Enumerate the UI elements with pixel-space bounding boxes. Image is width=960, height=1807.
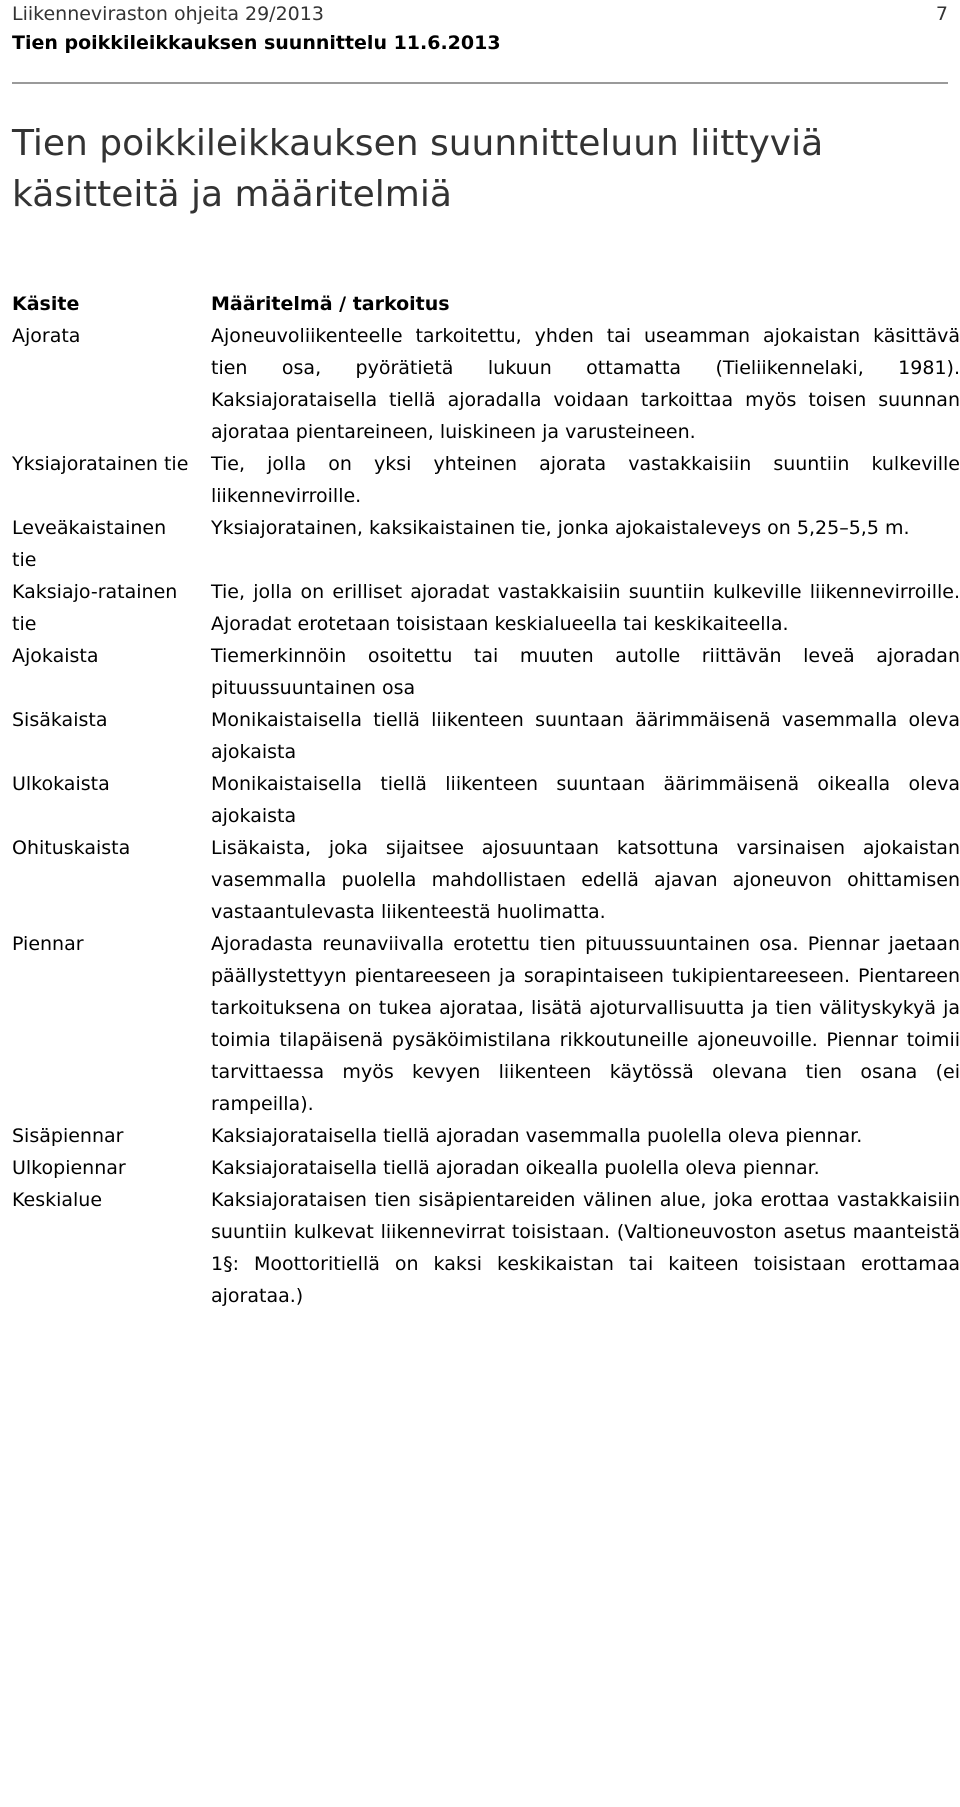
term-cell: Ulkokaista — [12, 773, 110, 795]
table-row — [0, 448, 960, 512]
definition-cell: Kaksiajorataisen tien sisäpientareiden välinen alue, joka erottaa vastakkaisiin suuntiin kulkevat liikennevirrat toisistaan. (Valtioneuvoston asetus maanteistä 1§: Moottoritiellä on kaksi keskikaistan tai kaiteen toisistaan erottamaa ajorataa.) — [211, 1189, 960, 1307]
table-row — [0, 768, 960, 832]
column-header-definition: Määritelmä / tarkoitus — [211, 293, 450, 315]
table-row — [0, 704, 960, 768]
term-cell: Leveäkaistainen tie — [12, 517, 167, 571]
term-cell: Sisäpiennar — [12, 1125, 124, 1147]
column-header-term: Käsite — [12, 293, 80, 315]
term-cell: Ohituskaista — [12, 837, 131, 859]
table-row — [0, 512, 960, 576]
term-cell: Keskialue — [12, 1189, 103, 1211]
term-cell: Ajokaista — [12, 645, 99, 667]
definition-cell: Kaksiajorataisella tiellä ajoradan oikealla puolella oleva piennar. — [211, 1157, 820, 1179]
definitions-table — [0, 288, 960, 1312]
page-title: Tien poikkileikkauksen suunnitteluun liittyviä käsitteitä ja määritelmiä — [12, 123, 824, 215]
definition-cell: Lisäkaista, joka sijaitsee ajosuuntaan katsottuna varsinaisen ajokaistan vasemmalla puolella mahdollistaen edellä ajavan ajoneuvon ohittamisen vastaantulevasta liikenteestä huolimatta. — [211, 837, 960, 923]
definition-cell: Monikaistaisella tiellä liikenteen suuntaan äärimmäisenä oikealla oleva ajokaista — [211, 773, 960, 827]
definition-cell: Tie, jolla on erilliset ajoradat vastakkaisiin suuntiin kulkeville liikennevirroille. Ajoradat erotetaan toisistaan keskialueella tai keskikaiteella. — [211, 581, 960, 635]
definition-cell: Ajoneuvoliikenteelle tarkoitettu, yhden tai useamman ajokaistan käsittävä tien osa, pyörätietä lukuun ottamatta (Tieliikennelaki, 1981). Kaksiajorataisella tiellä ajoradalla voidaan tarkoittaa myös toisen suunnan ajorataa pientareineen, luiskineen ja varusteineen. — [211, 325, 960, 443]
term-cell: Yksiajoratainen tie — [12, 453, 189, 475]
definition-cell: Ajoradasta reunaviivalla erotettu tien pituussuuntainen osa. Piennar jaetaan päällystettyyn pientareeseen ja sorapintaiseen tukipientareeseen. Pientareen tarkoituksena on tukea ajorataa, lisätä ajoturvallisuutta ja tien välityskykyä ja toimia tilapäisenä pysäköimistilana rikkoutuneille ajoneuvoille. Piennar toimii tarvittaessa myös kevyen liikenteen käytössä olevana tien osana (ei rampeilla). — [211, 933, 960, 1115]
table-row — [0, 832, 960, 928]
table-header-row — [0, 288, 960, 320]
term-cell: Piennar — [12, 933, 84, 955]
document-subtitle: Tien poikkileikkauksen suunnittelu 11.6.2013 — [12, 32, 501, 54]
table-row — [0, 1184, 960, 1312]
table-row — [0, 1152, 960, 1184]
table-row — [0, 640, 960, 704]
definition-cell: Monikaistaisella tiellä liikenteen suuntaan äärimmäisenä vasemmalla oleva ajokaista — [211, 709, 960, 763]
table-row — [0, 1120, 960, 1152]
definition-cell: Tie, jolla on yksi yhteinen ajorata vastakkaisiin suuntiin kulkeville liikennevirroille. — [211, 453, 960, 507]
page-number: 7 — [935, 3, 948, 25]
table-row — [0, 576, 960, 640]
header-divider — [12, 82, 948, 84]
term-cell: Kaksiajo-ratainen tie — [12, 581, 178, 635]
definition-cell: Yksiajoratainen, kaksikaistainen tie, jonka ajokaistaleveys on 5,25–5,5 m. — [211, 517, 910, 539]
table-row — [0, 928, 960, 1120]
publication-series: Liikenneviraston ohjeita 29/2013 — [12, 3, 324, 25]
definition-cell: Kaksiajorataisella tiellä ajoradan vasemmalla puolella oleva piennar. — [211, 1125, 863, 1147]
term-cell: Sisäkaista — [12, 709, 108, 731]
definition-cell: Tiemerkinnöin osoitettu tai muuten autolle riittävän leveä ajoradan pituussuuntainen osa — [211, 645, 960, 699]
table-row — [0, 320, 960, 448]
term-cell: Ajorata — [12, 325, 81, 347]
term-cell: Ulkopiennar — [12, 1157, 126, 1179]
